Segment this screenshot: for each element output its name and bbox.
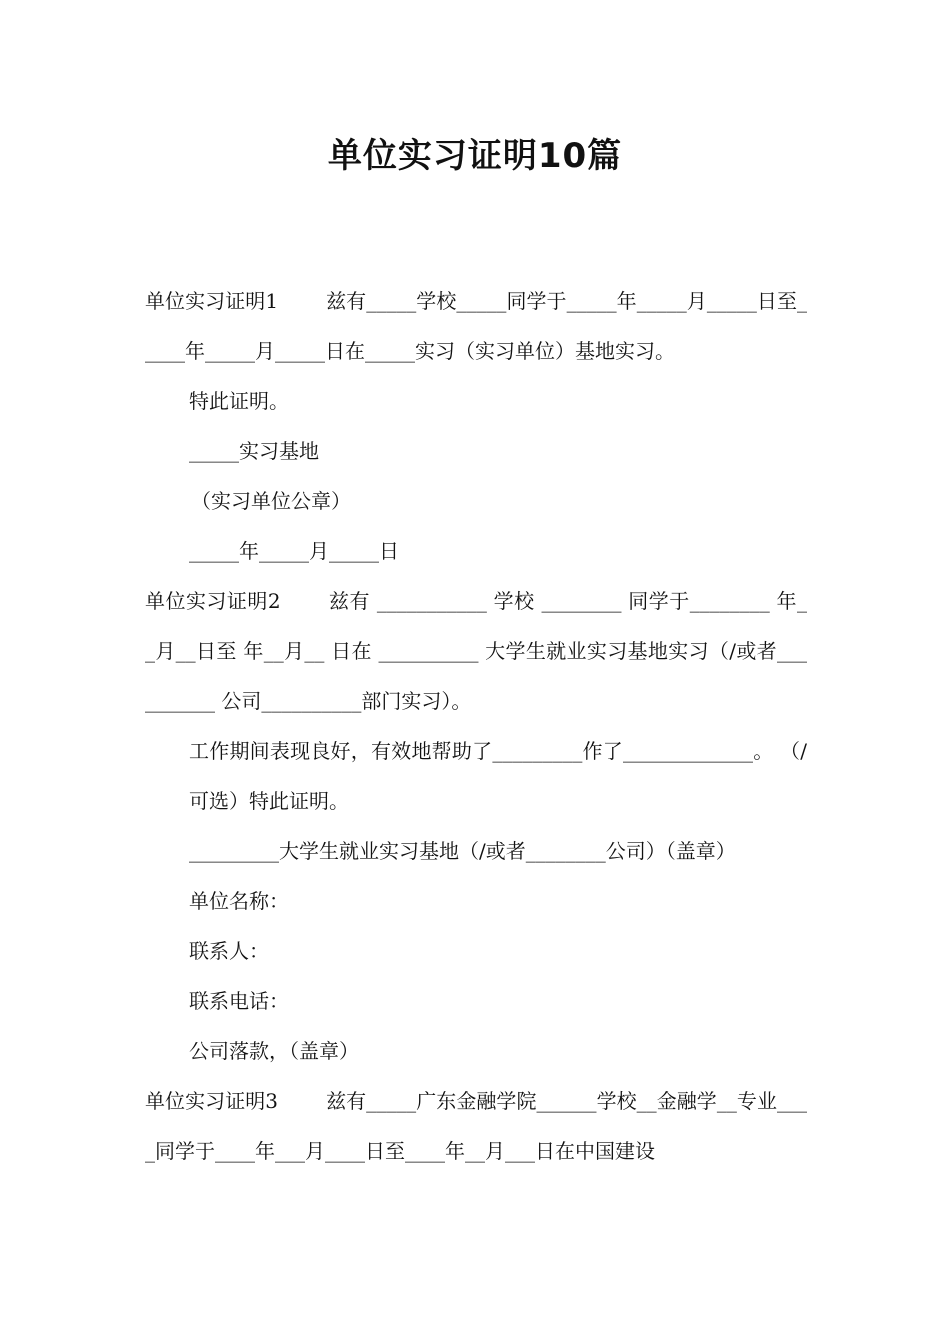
document-title: 单位实习证明10篇 <box>327 136 623 176</box>
cert1-paragraph-base: _____实习基地 <box>189 439 319 463</box>
cert1-heading: 单位实习证明1 <box>145 289 279 313</box>
cert2-heading: 单位实习证明2 <box>145 589 281 613</box>
cert3-heading: 单位实习证明3 <box>145 1089 279 1113</box>
cert2-body-text: 兹有 ___________ 学校 ________ 同学于________ 年__月__日至 年__月__ 日在 __________ 大学生就业实习基地实习（/或者__________ 公司__________部门实习）。 <box>145 589 807 713</box>
cert1-paragraph-seal: （实习单位公章） <box>191 489 351 513</box>
cert2-signature: 公司落款，（盖章） <box>189 1039 359 1063</box>
document-body <box>145 276 807 1176</box>
cert1-paragraph-intro <box>145 276 807 376</box>
cert3-body-text: 兹有_____广东金融学院______学校__金融学__专业____同学于____年___月____日至____年__月___日在中国建设 <box>145 1089 808 1163</box>
cert1-paragraph-conclusion: 特此证明。 <box>189 389 289 413</box>
cert2-paragraph-intro <box>145 576 807 726</box>
cert2-paragraph-seal: _________大学生就业实习基地（/或者________公司）（盖章） <box>189 839 736 863</box>
cert3-paragraph-intro <box>145 1076 807 1176</box>
cert1-paragraph-date: _____年_____月_____日 <box>189 539 399 563</box>
cert2-contact-phone: 联系电话： <box>189 989 289 1013</box>
cert2-contact-person: 联系人： <box>189 939 269 963</box>
cert2-paragraph-performance: 工作期间表现良好，有效地帮助了_________作了_____________。 （/可选）特此证明。 <box>189 739 807 813</box>
cert2-unit-name: 单位名称： <box>189 889 289 913</box>
cert1-body-text: 兹有_____学校_____同学于_____年_____月_____日至_____年_____月_____日在_____实习（实习单位）基地实习。 <box>145 289 807 363</box>
